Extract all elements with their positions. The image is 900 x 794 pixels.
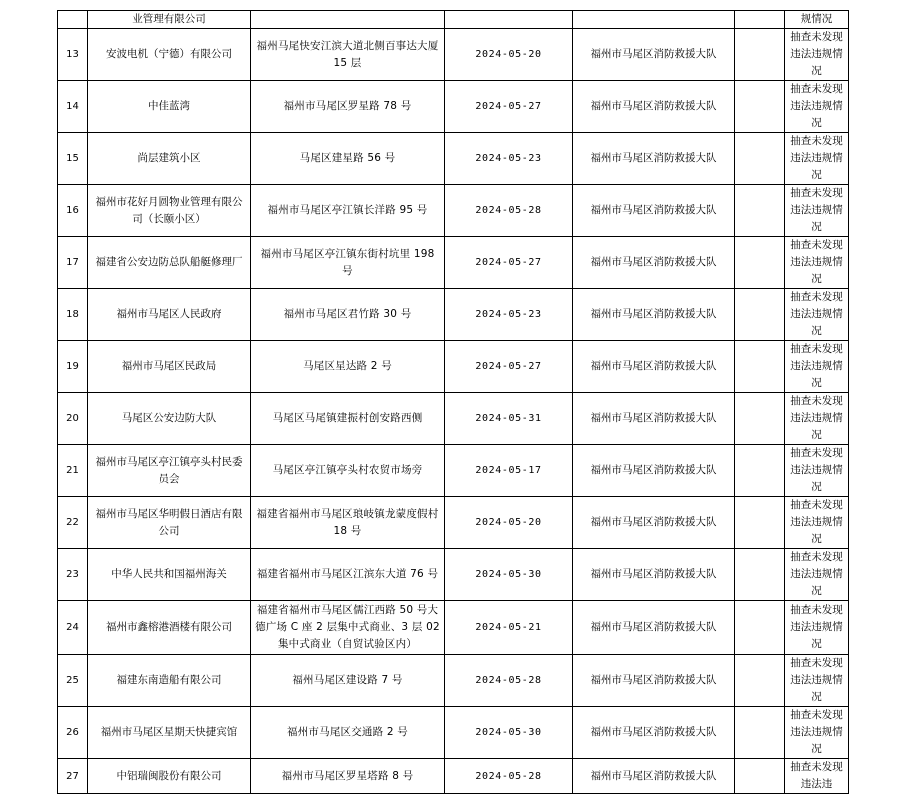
cell-no: 18 [58, 289, 88, 341]
cell-no [58, 11, 88, 29]
table-row [58, 497, 849, 549]
cell-no: 16 [58, 185, 88, 237]
table-row [58, 185, 849, 237]
cell-blank [735, 289, 785, 341]
cell-no: 27 [58, 759, 88, 794]
cell-address: 马尾区马尾镇建振村创安路西侧 [251, 393, 445, 445]
table-row [58, 655, 849, 707]
cell-address: 福州市马尾区罗星塔路 8 号 [251, 759, 445, 794]
cell-date: 2024-05-30 [445, 707, 573, 759]
table-row [58, 445, 849, 497]
cell-unit: 福州市马尾区消防救援大队 [573, 133, 735, 185]
cell-unit: 福州市马尾区消防救援大队 [573, 445, 735, 497]
cell-date: 2024-05-23 [445, 289, 573, 341]
cell-no: 15 [58, 133, 88, 185]
table-row [58, 707, 849, 759]
cell-blank [735, 185, 785, 237]
cell-date [445, 11, 573, 29]
cell-no: 24 [58, 601, 88, 655]
cell-address: 福州市马尾区交通路 2 号 [251, 707, 445, 759]
cell-blank [735, 81, 785, 133]
table-row [58, 237, 849, 289]
cell-no: 20 [58, 393, 88, 445]
cell-date: 2024-05-17 [445, 445, 573, 497]
cell-blank [735, 237, 785, 289]
cell-unit: 福州市马尾区消防救援大队 [573, 759, 735, 794]
cell-unit [573, 11, 735, 29]
table-row [58, 289, 849, 341]
cell-address: 福建省福州市马尾区儒江西路 50 号大德广场 C 座 2 层集中式商业、3 层 02 集中式商业（自贸试验区内） [251, 601, 445, 655]
cell-no: 14 [58, 81, 88, 133]
cell-name: 尚层建筑小区 [88, 133, 251, 185]
cell-date: 2024-05-27 [445, 341, 573, 393]
document-page [57, 10, 848, 794]
cell-date: 2024-05-23 [445, 133, 573, 185]
table-row [58, 29, 849, 81]
cell-unit: 福州市马尾区消防救援大队 [573, 81, 735, 133]
table-row [58, 341, 849, 393]
cell-blank [735, 341, 785, 393]
cell-result: 抽查未发现违法违规情况 [785, 497, 849, 549]
cell-address: 福州市马尾区君竹路 30 号 [251, 289, 445, 341]
cell-result: 抽查未发现违法违规情况 [785, 655, 849, 707]
cell-blank [735, 445, 785, 497]
cell-address: 福州市马尾区亭江镇长洋路 95 号 [251, 185, 445, 237]
table-body [58, 11, 849, 794]
cell-blank [735, 707, 785, 759]
cell-name: 业管理有限公司 [88, 11, 251, 29]
cell-name: 福州市马尾区亭江镇亭头村民委员会 [88, 445, 251, 497]
cell-address: 马尾区建星路 56 号 [251, 133, 445, 185]
cell-date: 2024-05-28 [445, 655, 573, 707]
cell-date: 2024-05-27 [445, 237, 573, 289]
cell-name: 中佳蓝湾 [88, 81, 251, 133]
cell-name: 福州市马尾区华明假日酒店有限公司 [88, 497, 251, 549]
cell-address: 福州市马尾区亭江镇东街村坑里 198 号 [251, 237, 445, 289]
cell-result: 规情况 [785, 11, 849, 29]
cell-name: 安波电机（宁德）有限公司 [88, 29, 251, 81]
cell-blank [735, 759, 785, 794]
cell-name: 福州市鑫榕港酒楼有限公司 [88, 601, 251, 655]
inspection-results-table [57, 10, 849, 794]
cell-name: 福建东南造船有限公司 [88, 655, 251, 707]
cell-address: 福州市马尾区罗星路 78 号 [251, 81, 445, 133]
cell-unit: 福州市马尾区消防救援大队 [573, 601, 735, 655]
cell-result: 抽查未发现违法违规情况 [785, 601, 849, 655]
cell-result: 抽查未发现违法违规情况 [785, 445, 849, 497]
cell-result: 抽查未发现违法违规情况 [785, 707, 849, 759]
cell-unit: 福州市马尾区消防救援大队 [573, 185, 735, 237]
cell-unit: 福州市马尾区消防救援大队 [573, 549, 735, 601]
cell-name: 福建省公安边防总队船艇修理厂 [88, 237, 251, 289]
cell-address: 福建省福州市马尾区琅岐镇龙蒙度假村 18 号 [251, 497, 445, 549]
cell-no: 17 [58, 237, 88, 289]
cell-result: 抽查未发现违法违规情况 [785, 289, 849, 341]
cell-name: 福州市马尾区星期天快捷宾馆 [88, 707, 251, 759]
cell-blank [735, 133, 785, 185]
cell-no: 13 [58, 29, 88, 81]
cell-blank [735, 601, 785, 655]
cell-blank [735, 11, 785, 29]
cell-unit: 福州市马尾区消防救援大队 [573, 393, 735, 445]
cell-unit: 福州市马尾区消防救援大队 [573, 341, 735, 393]
cell-result: 抽查未发现违法违规情况 [785, 341, 849, 393]
cell-name: 中铝瑞闽股份有限公司 [88, 759, 251, 794]
table-row [58, 11, 849, 29]
cell-unit: 福州市马尾区消防救援大队 [573, 655, 735, 707]
cell-date: 2024-05-21 [445, 601, 573, 655]
cell-unit: 福州市马尾区消防救援大队 [573, 497, 735, 549]
table-row [58, 759, 849, 794]
cell-blank [735, 549, 785, 601]
cell-result: 抽查未发现违法违 [785, 759, 849, 794]
cell-result: 抽查未发现违法违规情况 [785, 185, 849, 237]
cell-result: 抽查未发现违法违规情况 [785, 549, 849, 601]
cell-address: 福州马尾快安江滨大道北侧百事达大厦 15 层 [251, 29, 445, 81]
cell-unit: 福州市马尾区消防救援大队 [573, 29, 735, 81]
cell-date: 2024-05-20 [445, 29, 573, 81]
cell-blank [735, 655, 785, 707]
table-row [58, 601, 849, 655]
cell-no: 26 [58, 707, 88, 759]
cell-no: 23 [58, 549, 88, 601]
cell-name: 福州市马尾区民政局 [88, 341, 251, 393]
cell-blank [735, 29, 785, 81]
cell-date: 2024-05-31 [445, 393, 573, 445]
cell-address: 福州马尾区建设路 7 号 [251, 655, 445, 707]
cell-blank [735, 393, 785, 445]
cell-date: 2024-05-20 [445, 497, 573, 549]
cell-no: 22 [58, 497, 88, 549]
table-row [58, 549, 849, 601]
table-row [58, 81, 849, 133]
cell-no: 21 [58, 445, 88, 497]
cell-result: 抽查未发现违法违规情况 [785, 29, 849, 81]
cell-no: 19 [58, 341, 88, 393]
cell-address: 马尾区星达路 2 号 [251, 341, 445, 393]
cell-unit: 福州市马尾区消防救援大队 [573, 289, 735, 341]
cell-date: 2024-05-30 [445, 549, 573, 601]
cell-result: 抽查未发现违法违规情况 [785, 393, 849, 445]
cell-no: 25 [58, 655, 88, 707]
cell-result: 抽查未发现违法违规情况 [785, 237, 849, 289]
table-row [58, 393, 849, 445]
cell-result: 抽查未发现违法违规情况 [785, 133, 849, 185]
cell-address [251, 11, 445, 29]
cell-date: 2024-05-28 [445, 759, 573, 794]
table-row [58, 133, 849, 185]
cell-blank [735, 497, 785, 549]
cell-name: 福州市花好月圆物业管理有限公司（长颐小区） [88, 185, 251, 237]
cell-name: 中华人民共和国福州海关 [88, 549, 251, 601]
cell-unit: 福州市马尾区消防救援大队 [573, 707, 735, 759]
cell-name: 福州市马尾区人民政府 [88, 289, 251, 341]
cell-result: 抽查未发现违法违规情况 [785, 81, 849, 133]
cell-unit: 福州市马尾区消防救援大队 [573, 237, 735, 289]
cell-date: 2024-05-27 [445, 81, 573, 133]
cell-date: 2024-05-28 [445, 185, 573, 237]
cell-name: 马尾区公安边防大队 [88, 393, 251, 445]
cell-address: 马尾区亭江镇亭头村农贸市场旁 [251, 445, 445, 497]
cell-address: 福建省福州市马尾区江滨东大道 76 号 [251, 549, 445, 601]
